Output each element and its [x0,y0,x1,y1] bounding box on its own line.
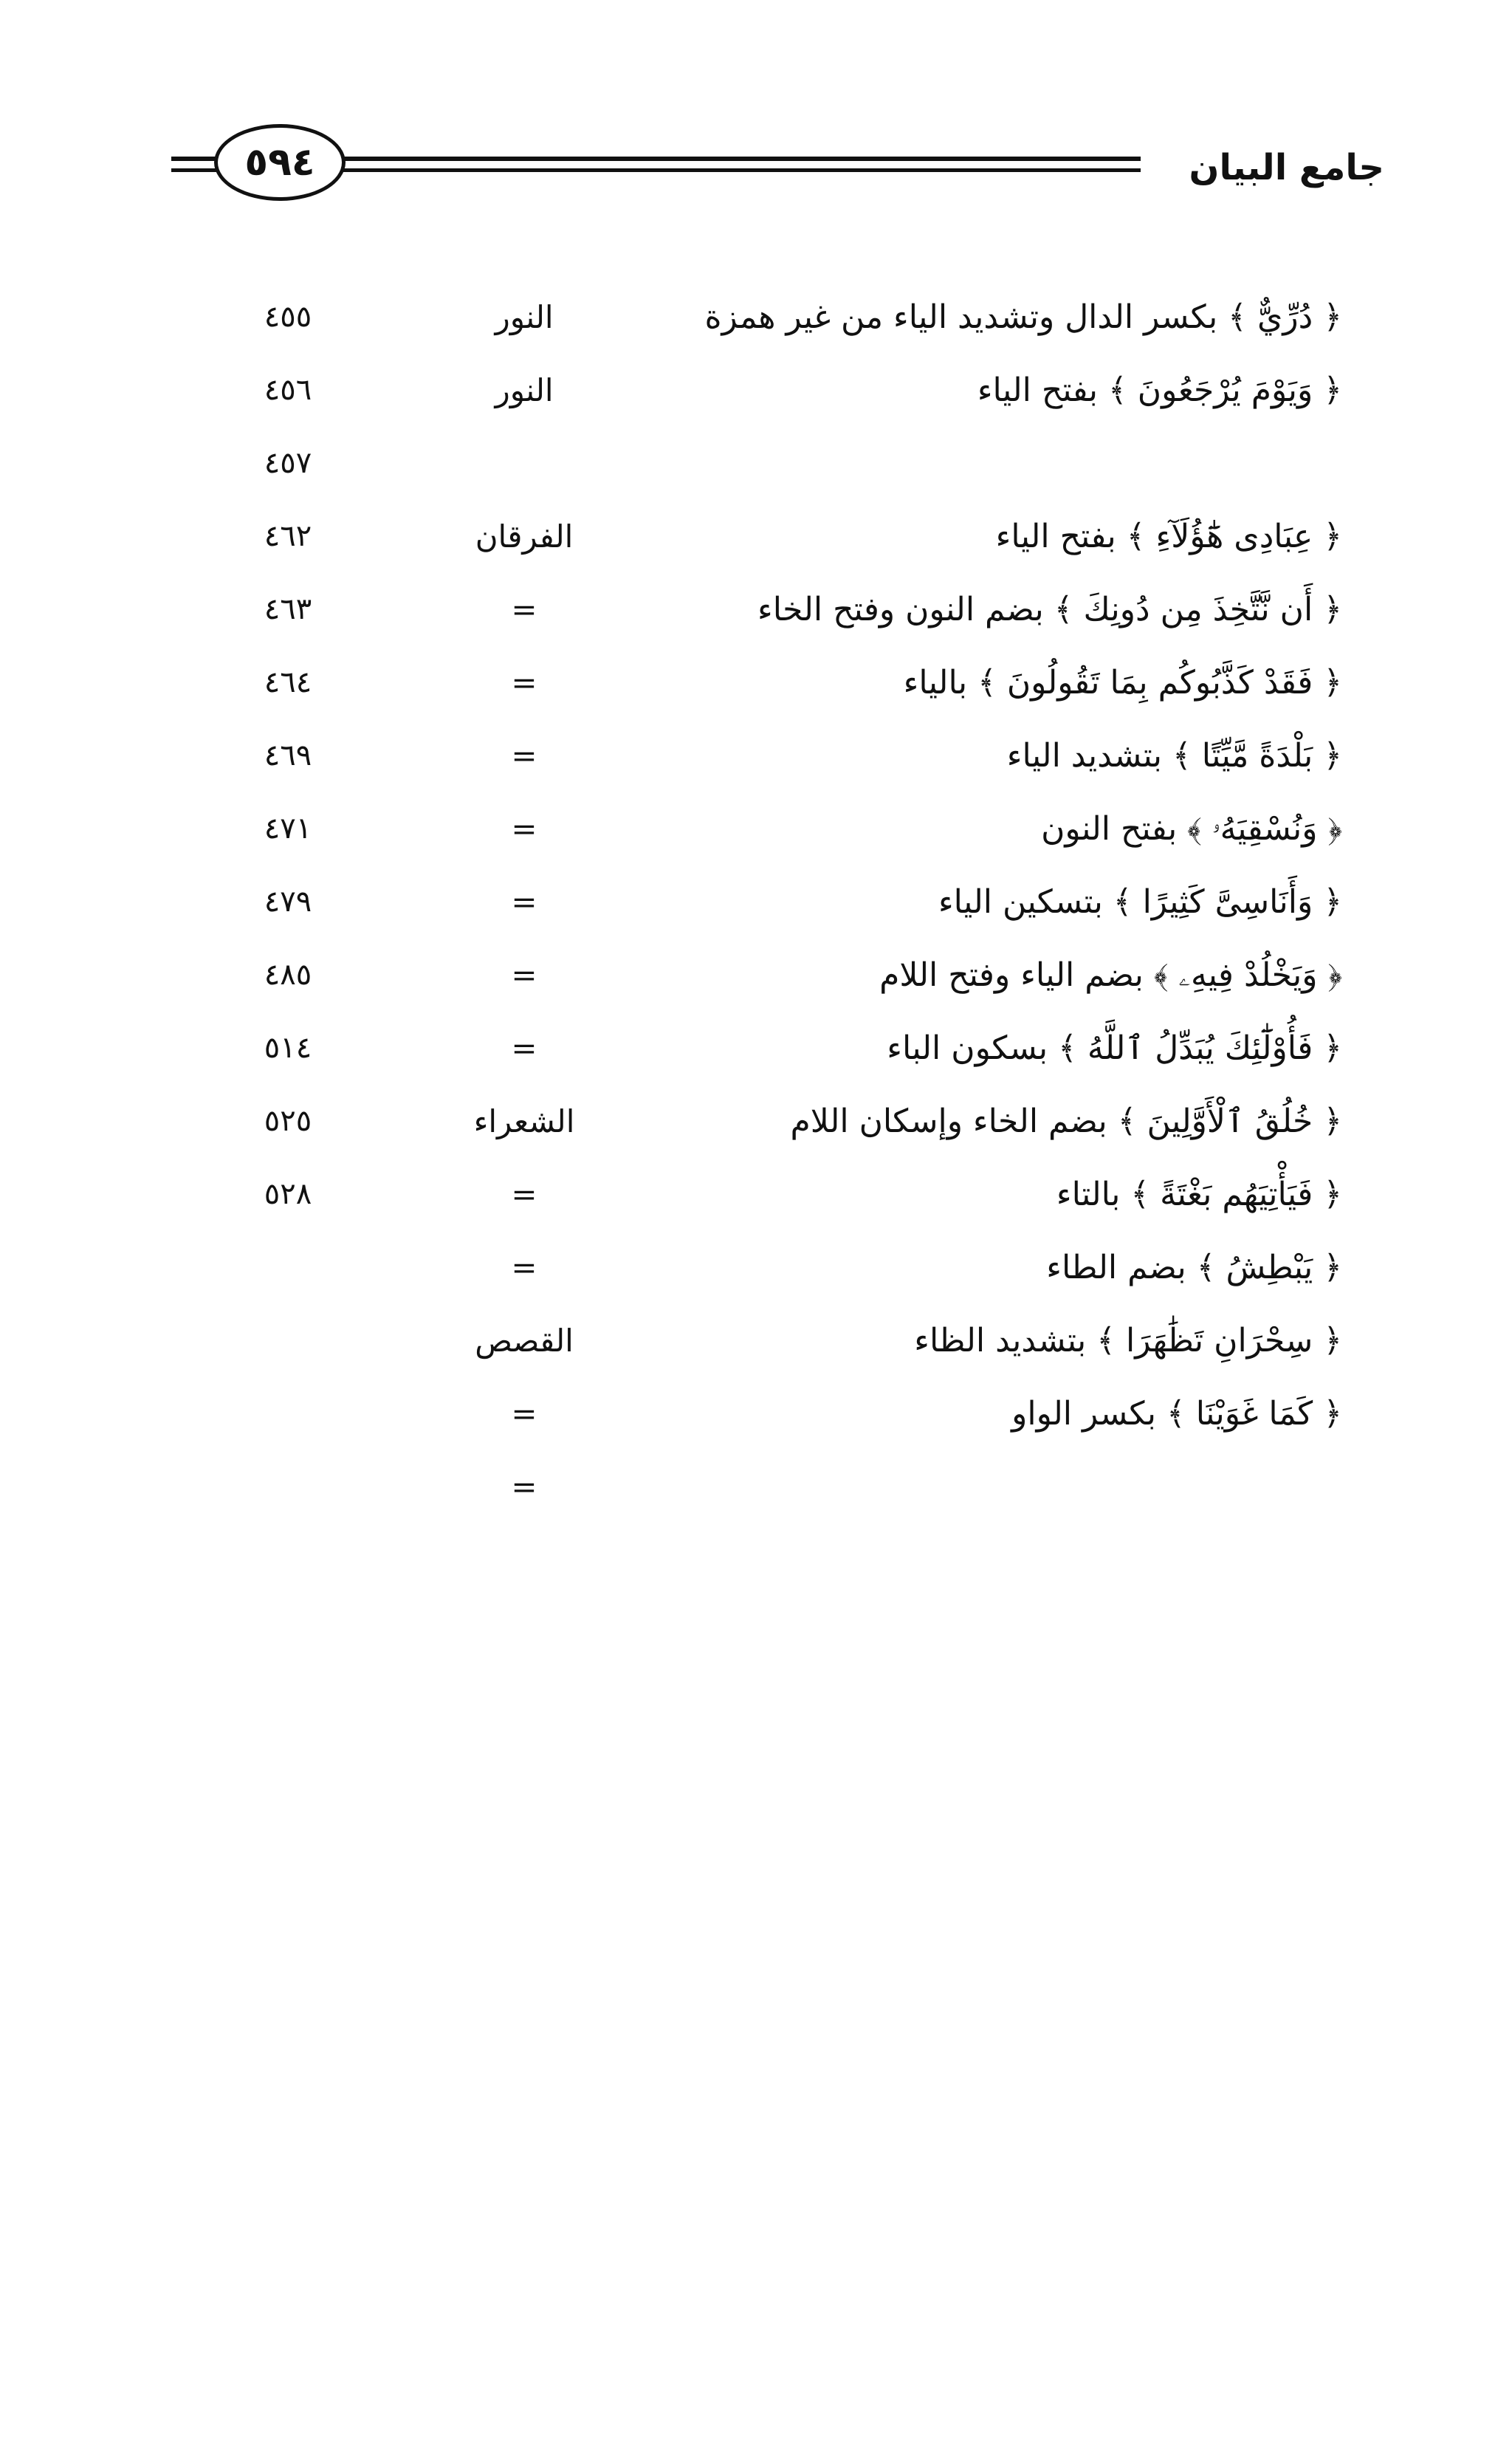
table-row [0,792,1512,865]
table-row [0,865,1512,939]
table-row [0,573,1512,646]
page-reference: ٤٧١ [264,812,312,846]
table-row [0,646,1512,719]
reading-entry: ﴿ فَأُوْلَٰٓئِكَ يُبَدِّلُ ٱللَّهُ ﴾ بسكون الباء [887,1029,1342,1067]
page-reference [214,1231,362,1304]
readings-table [0,281,1512,1523]
surah-name: = [511,665,537,701]
reading-entry: ﴿ فَيَأْتِيَهُم بَغْتَةً ﴾ بالتاء [1056,1176,1342,1213]
surah-name: الفرقان [475,518,574,555]
page-number: ٥٩٤ [244,140,315,185]
reading-entry: ﴿ وَيَوْمَ يُرْجَعُونَ ﴾ بفتح الياء [977,371,1342,409]
surah-name: الشعراء [473,1103,575,1139]
page-reference [214,1304,362,1377]
table-row [0,1085,1512,1158]
surah-name: = [511,1469,537,1505]
surah-name: = [511,592,537,628]
surah-name: النور [495,372,554,408]
table-row [0,939,1512,1012]
reading-entry: ﴿ بَلْدَةً مَّيِّتًا ﴾ بتشديد الياء [1006,737,1342,775]
table-row [0,281,1512,354]
table-row [0,500,1512,573]
surah-name: = [511,957,537,993]
table-row [0,719,1512,792]
page-reference: ٥١٤ [264,1031,312,1065]
surah-name: = [511,1030,537,1066]
reading-entry: ﴿ أَن نَّتَّخِذَ مِن دُونِكَ ﴾ بضم النون وفتح الخاء [757,591,1342,628]
reading-entry: ﴿ خُلُقُ ٱلْأَوَّلِينَ ﴾ بضم الخاء وإسكان اللام [790,1103,1342,1140]
page-reference: ٤٦٩ [264,738,312,772]
reading-entry: ﴿ كَمَا غَوَيْنَا ﴾ بكسر الواو [1011,1395,1342,1433]
surah-name: النور [495,299,554,335]
surah-name: = [511,811,537,847]
table-row [0,354,1512,427]
surah-name: = [511,1249,537,1286]
table-row [0,1450,1512,1523]
reading-entry: ﴿ يَبْطِشُ ﴾ بضم الطاء [1046,1249,1342,1286]
table-row [0,1377,1512,1450]
surah-name: = [511,1396,537,1432]
reading-entry: ﴿ فَقَدْ كَذَّبُوكُم بِمَا تَقُولُونَ ﴾ بالياء [903,664,1342,702]
page-reference [214,1377,362,1450]
table-row [0,427,1512,500]
reading-entry: ﴿ وَيَخْلُدْ فِيهِۦ ﴾ بضم الياء وفتح اللام [879,956,1342,994]
reading-entry: ﴿ دُرِّيٌّ ﴾ بكسر الدال وتشديد الياء من غير همزة [704,298,1342,336]
surah-name: = [511,884,537,920]
table-row [0,1158,1512,1231]
page-header [0,0,1512,236]
reading-entry [678,427,1342,500]
page-reference: ٥٢٥ [264,1104,312,1138]
table-row [0,1231,1512,1304]
reading-entry: ﴿ وَنُسْقِيَهُۥ ﴾ بفتح النون [1041,810,1342,848]
page-reference: ٤٥٧ [264,446,312,480]
table-row [0,1304,1512,1377]
page-reference: ٤٦٤ [264,665,312,699]
page-reference: ٥٢٨ [264,1177,312,1211]
page-reference: ٤٦٢ [264,519,312,553]
page-reference: ٤٧٩ [264,885,312,919]
surah-name: = [511,1176,537,1213]
page-reference: ٤٨٥ [264,958,312,992]
reading-entry: ﴿ سِحْرَانِ تَظَٰهَرَا ﴾ بتشديد الظاء [914,1322,1342,1359]
surah-name [413,427,635,500]
page-number-oval [214,124,346,201]
reading-entry: ﴿ عِبَادِى هَٰٓؤُلَآءِ ﴾ بفتح الياء [995,518,1342,555]
page-reference [214,1450,362,1523]
page-reference: ٤٥٥ [264,300,312,334]
reading-entry [678,1450,1342,1523]
page-reference: ٤٥٦ [264,373,312,407]
table-row [0,1012,1512,1085]
book-title: جامع البيان [1189,147,1384,188]
surah-name: = [511,738,537,774]
reading-entry: ﴿ وَأَنَاسِىَّ كَثِيرًا ﴾ بتسكين الياء [938,883,1342,921]
page-reference: ٤٦٣ [264,592,312,626]
surah-name: القصص [475,1323,574,1359]
